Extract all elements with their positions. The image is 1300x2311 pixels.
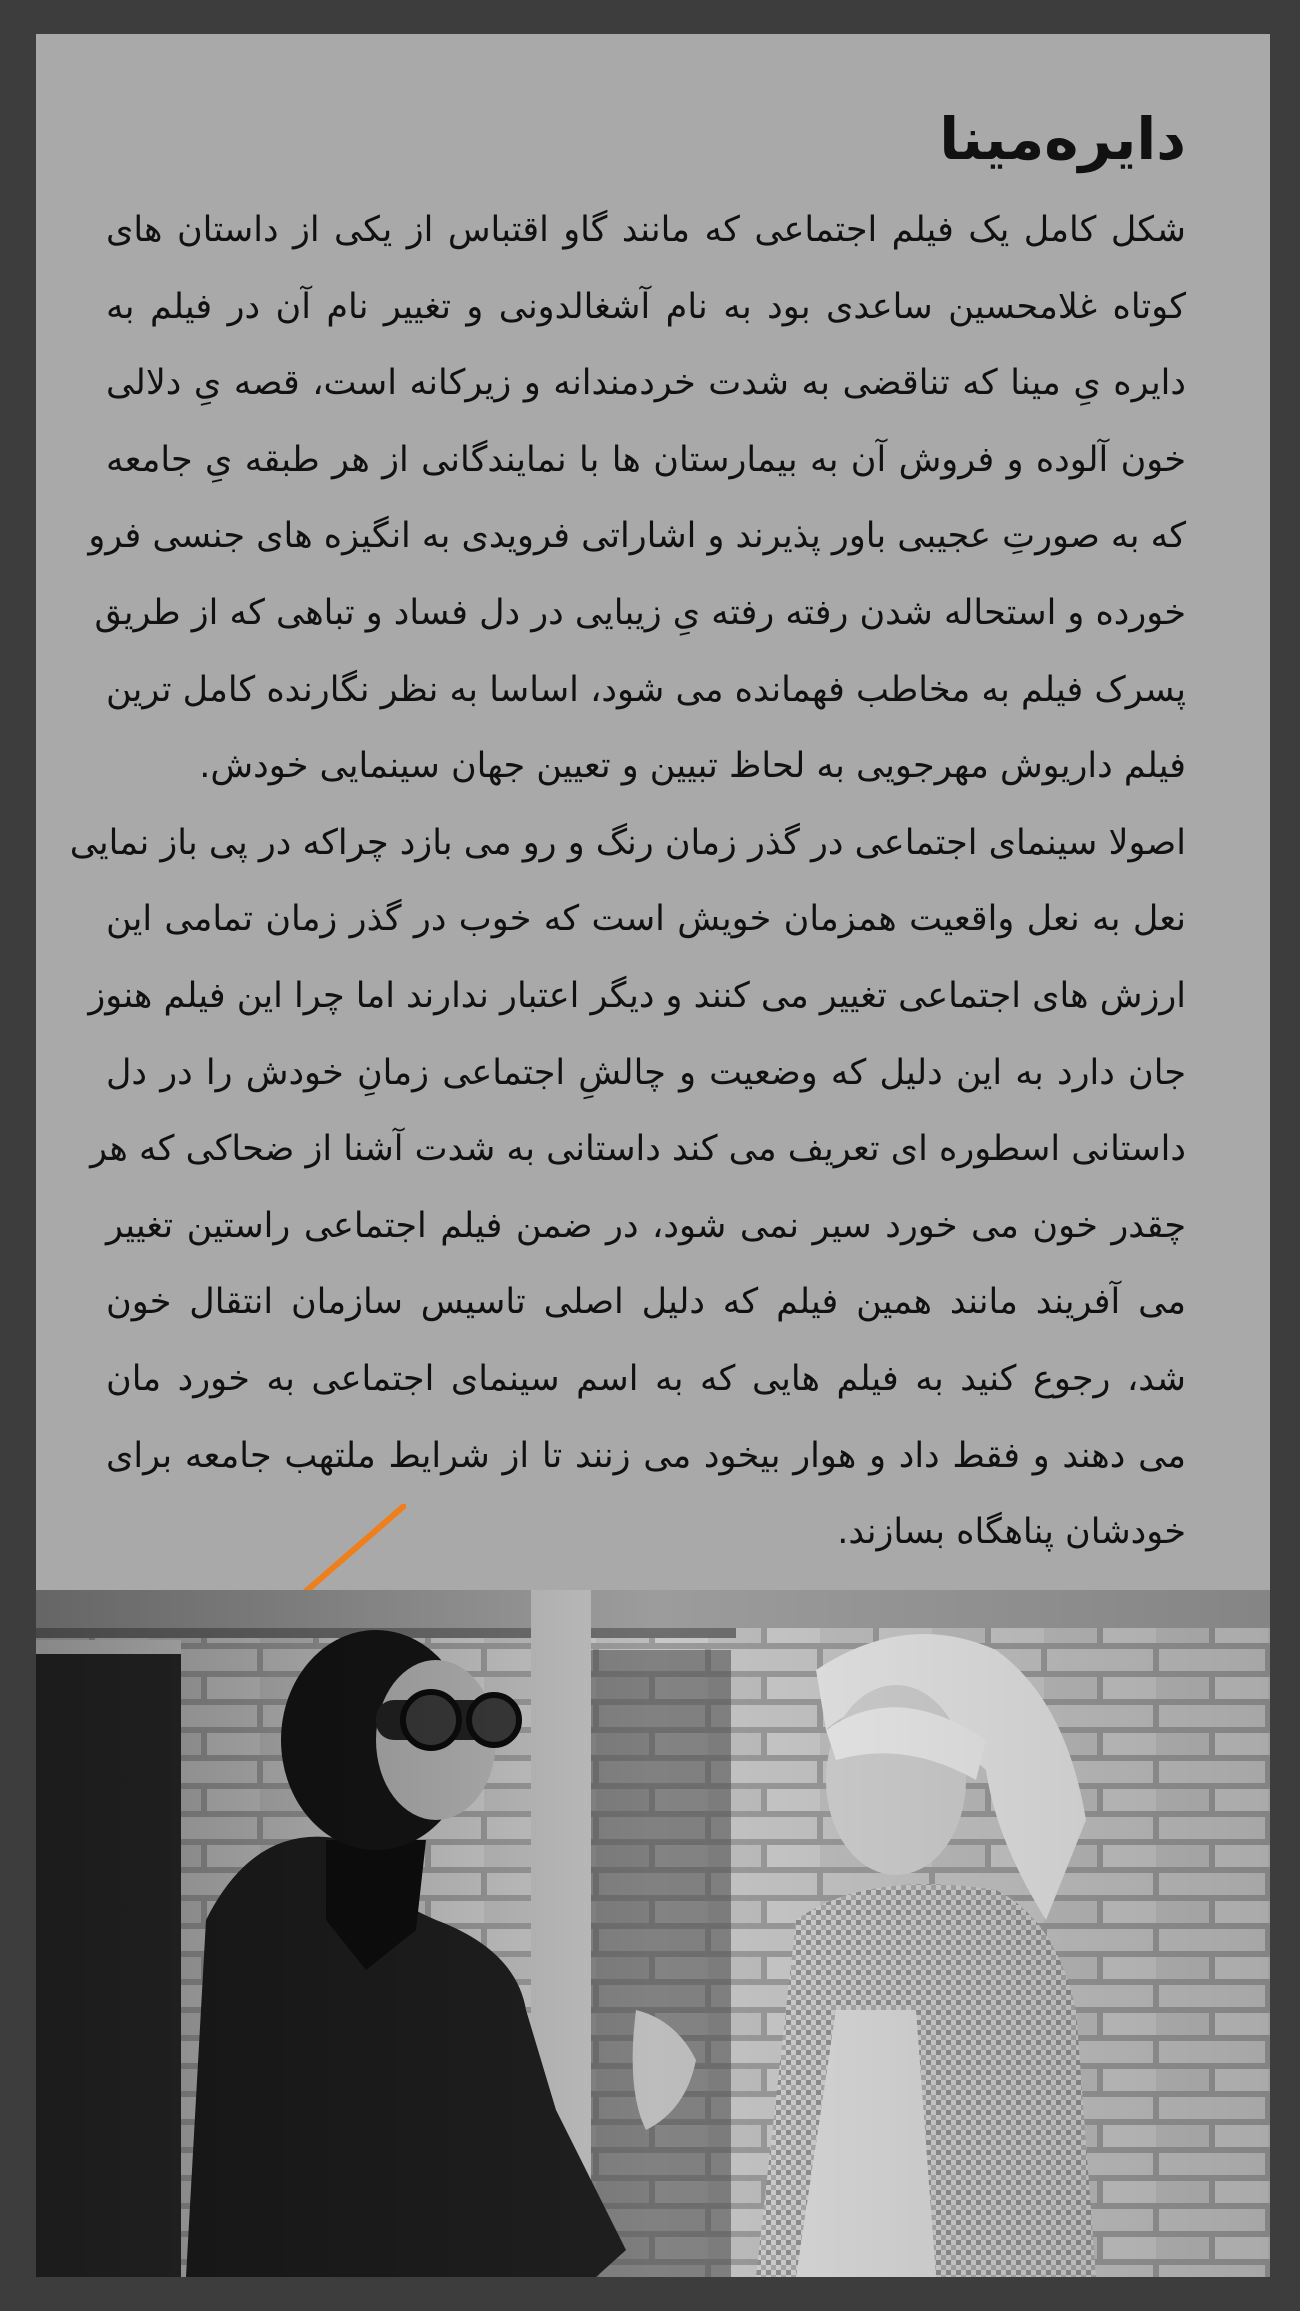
body-line: شکل کامل یک فیلم اجتماعی که مانند گاو اقتباس از یکی از داستان های [106,210,1186,250]
body-line: خون آلوده و فروش آن به بیمارستان ها با نمایندگانی از هر طبقه یِ جامعه [106,439,1186,480]
body-line: فیلم داریوش مهرجویی به لحاظ تبیین و تعیین جهان سینمایی خودش. [199,746,1186,787]
body-line: اصولا سینمای اجتماعی در گذر زمان رنگ و رو می بازد چراکه در پی باز نمایی [69,822,1186,863]
film-still-photo [36,1590,1270,2277]
body-line: خودشان پناهگاه بسازند. [837,1512,1186,1553]
article-text [69,94,1186,1571]
body-line: دایره یِ مینا که تناقضی به شدت خردمندانه و زیرکانه است، قصه یِ دلالی [106,363,1186,404]
body-line: نعل به نعل واقعیت همزمان خویش است که خوب در گذر زمان تمامی این [106,899,1186,940]
body-line: کوتاه غلامحسین ساعدی بود به نام آشغالدونی و تغییر نام آن در فیلم به [106,286,1186,327]
body-line: ارزش های اجتماعی تغییر می کنند و دیگر اعتبار ندارند اما چرا این فیلم هنوز [88,975,1186,1016]
article-title: دایره‌مینا [939,105,1186,173]
body-line: چقدر خون می خورد سیر نمی شود، در ضمن فیلم اجتماعی راستین تغییر [106,1205,1186,1246]
body-line: شد، رجوع کنید به فیلم هایی که به اسم سینمای اجتماعی به خورد مان [106,1358,1186,1399]
body-line: خورده و استحاله شدن رفته رفته یِ زیبایی در دل فساد و تباهی که از طریق [94,592,1186,633]
article-body [69,192,1186,1571]
body-line: می آفریند مانند همین فیلم که دلیل اصلی تاسیس سازمان انتقال خون [106,1282,1186,1323]
body-line: داستانی اسطوره ای تعریف می کند داستانی به شدت آشنا از ضحاکی که هر [90,1129,1186,1170]
body-line: جان دارد به این دلیل که وضعیت و چالشِ اجتماعی زمانِ خودش را در دل [106,1052,1186,1093]
body-line: که به صورتِ عجیبی باور پذیرند و اشاراتی فرویدی به انگیزه های جنسی فرو [88,516,1186,557]
article-card [36,34,1270,2277]
body-line: پسرک فیلم به مخاطب فهمانده می شود، اساسا به نظر نگارنده کامل ترین [106,669,1186,710]
body-line: می دهند و فقط داد و هوار بیخود می زنند تا از شرایط ملتهب جامعه برای [106,1435,1186,1476]
